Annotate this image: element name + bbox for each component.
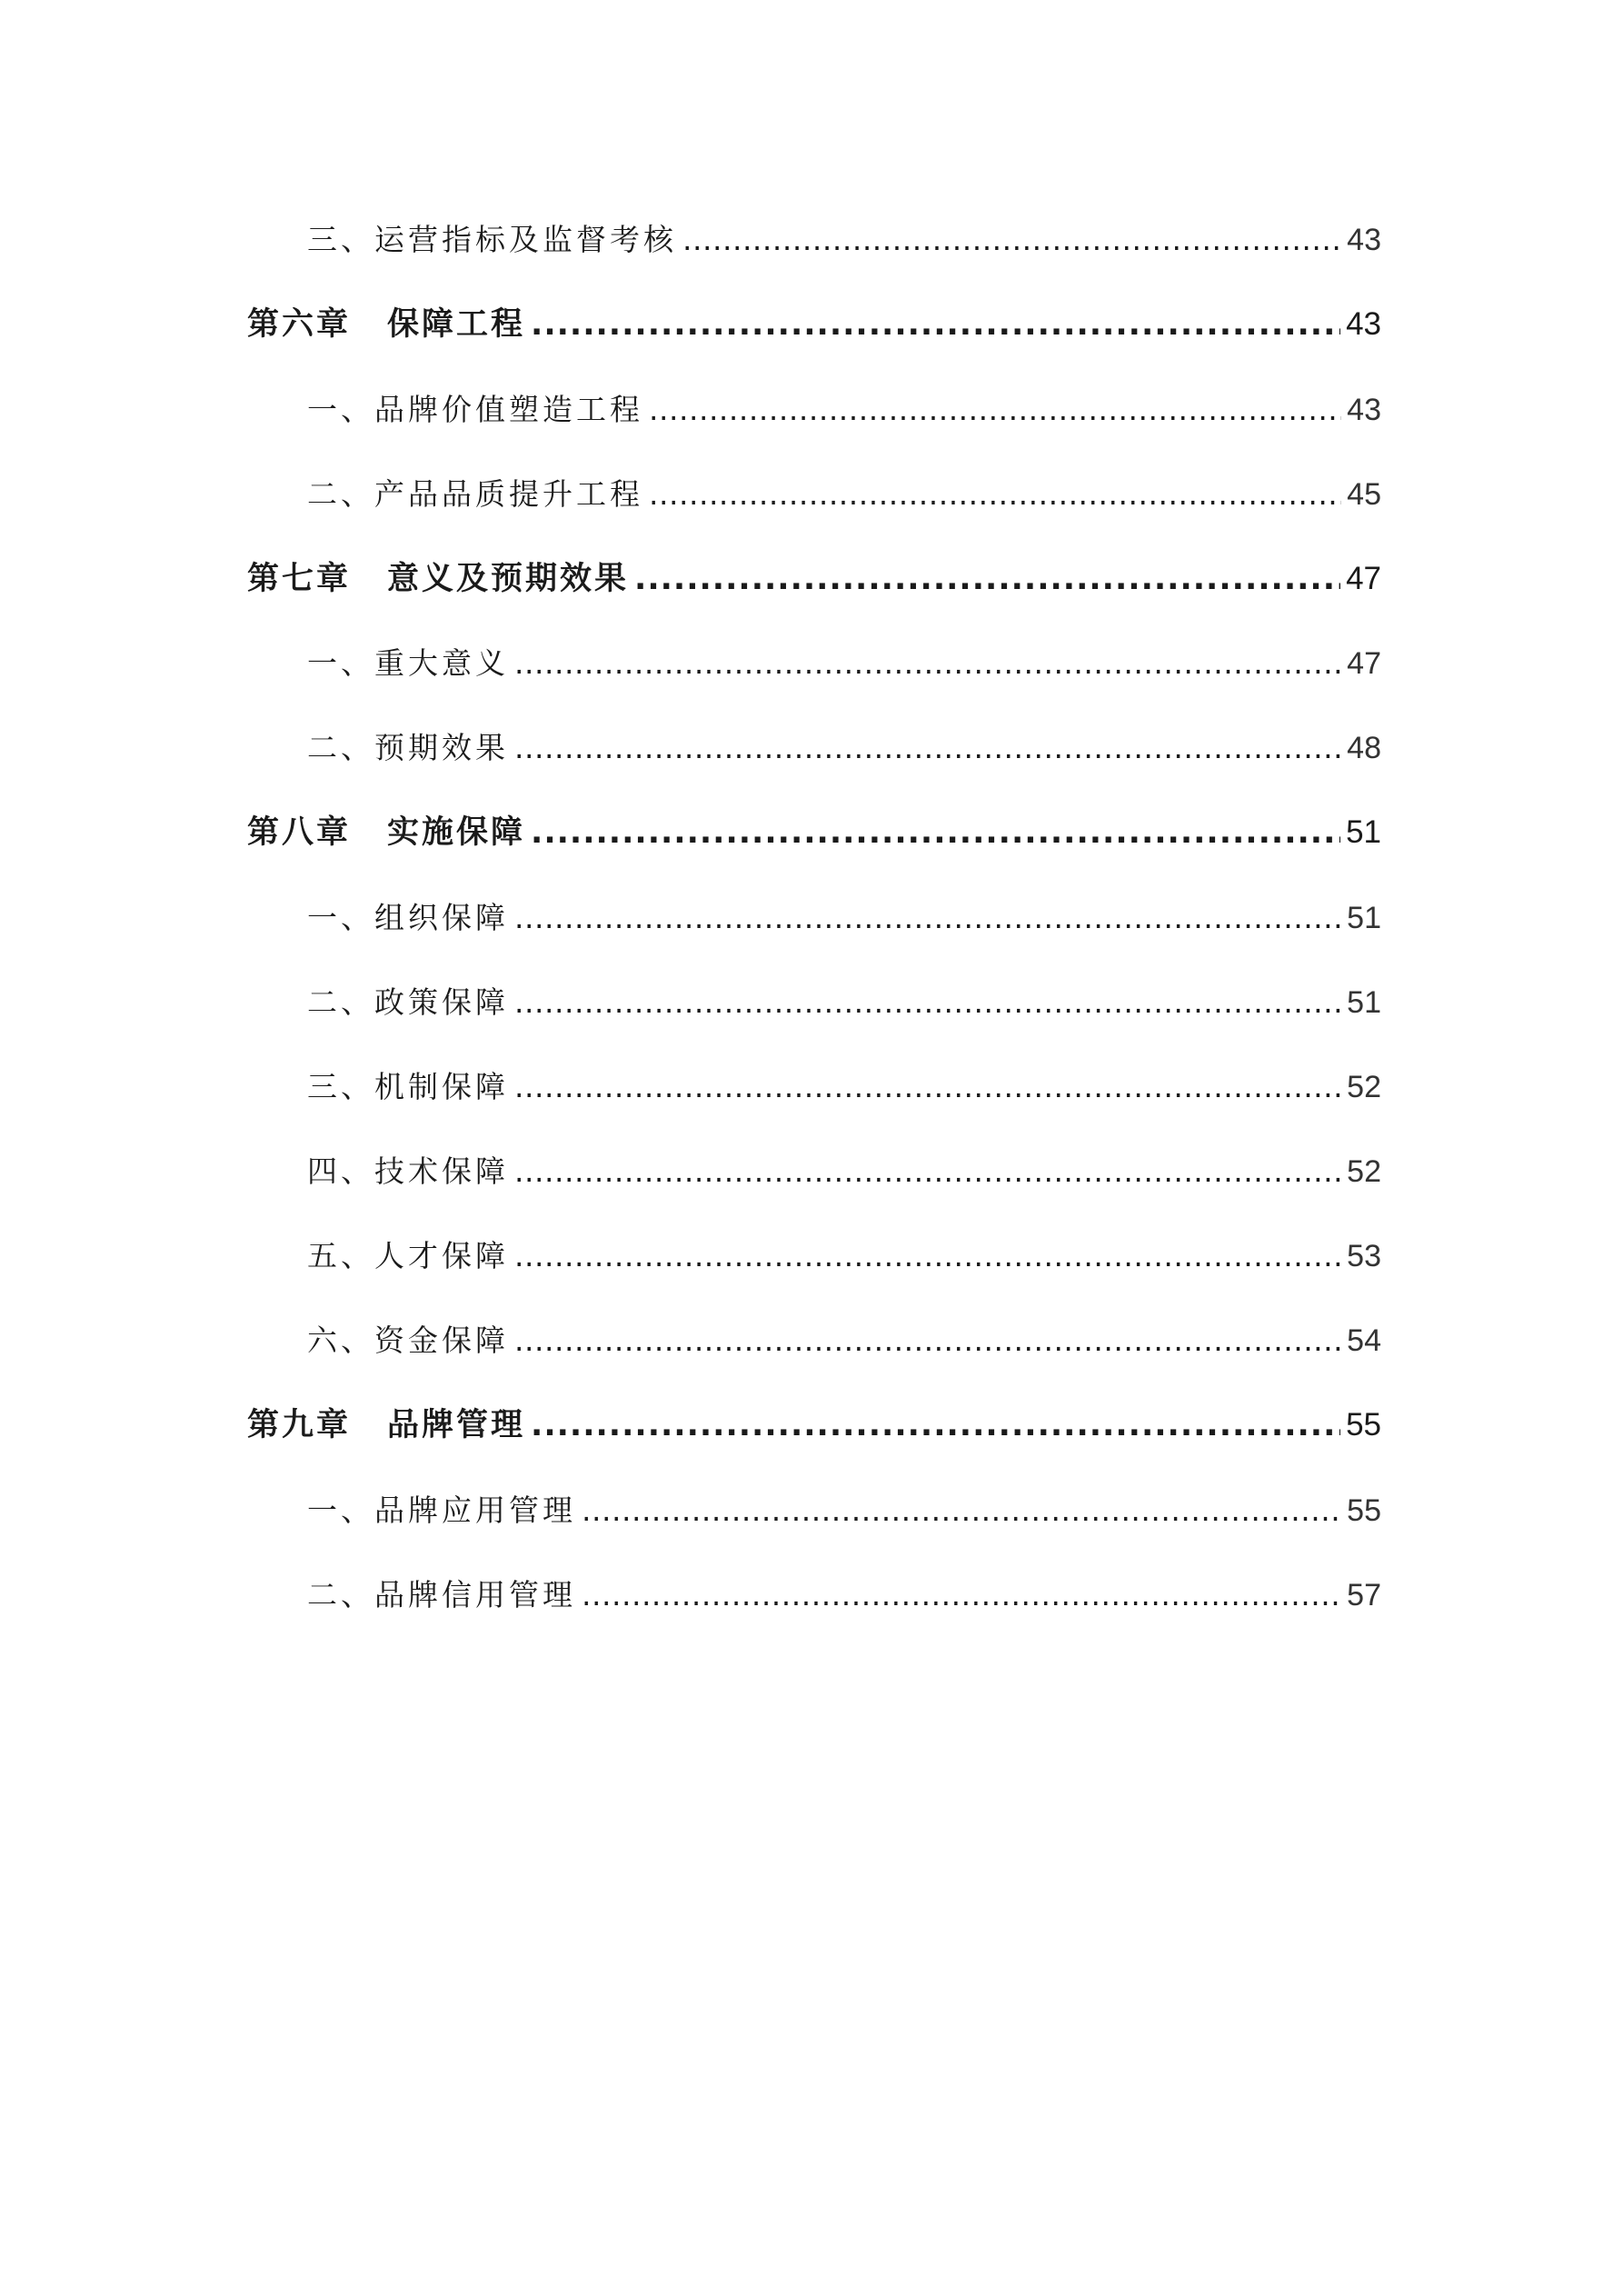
toc-page-number: 52 bbox=[1347, 1154, 1381, 1189]
toc-chapter-8[interactable] bbox=[247, 805, 1381, 860]
toc-entry-policy[interactable] bbox=[307, 975, 1381, 1030]
toc-entry-significance[interactable] bbox=[307, 636, 1381, 691]
toc-page-number: 48 bbox=[1347, 731, 1381, 765]
toc-page-number: 57 bbox=[1347, 1578, 1381, 1612]
toc-leader-dots bbox=[514, 891, 1341, 945]
toc-chapter-heading bbox=[247, 805, 525, 860]
toc-entry-talent[interactable] bbox=[307, 1229, 1381, 1283]
toc-entry-label: 三、运营指标及监督考核 bbox=[307, 222, 677, 257]
toc-chapter-heading bbox=[247, 552, 629, 606]
toc-entry-label: 二、政策保障 bbox=[307, 984, 509, 1020]
toc-entry-mechanism[interactable] bbox=[307, 1060, 1381, 1114]
toc-chapter-heading bbox=[247, 297, 525, 352]
toc-page-number: 51 bbox=[1347, 901, 1381, 935]
toc-chapter-number: 第六章 bbox=[247, 305, 352, 343]
toc-chapter-9[interactable] bbox=[247, 1398, 1381, 1452]
toc-chapter-title: 品牌管理 bbox=[387, 1406, 526, 1443]
toc-entry-label: 三、机制保障 bbox=[307, 1069, 509, 1104]
toc-entry-expected-effects[interactable] bbox=[307, 721, 1381, 775]
toc-entry-label: 一、重大意义 bbox=[307, 645, 509, 681]
toc-leader-dots bbox=[514, 1229, 1341, 1283]
toc-page-number: 47 bbox=[1346, 561, 1381, 596]
toc-leader-dots bbox=[514, 1060, 1341, 1114]
toc-chapter-number: 第九章 bbox=[247, 1406, 352, 1443]
toc-leader-dots bbox=[582, 1483, 1341, 1538]
toc-leader-dots bbox=[514, 636, 1341, 691]
toc-leader-dots bbox=[649, 467, 1341, 522]
toc-page-number: 47 bbox=[1347, 646, 1381, 681]
toc-entry-brand-credit[interactable] bbox=[307, 1568, 1381, 1622]
toc-entry-operation-indicators[interactable] bbox=[307, 213, 1381, 267]
toc-page-number: 55 bbox=[1347, 1493, 1381, 1528]
toc-page-number: 43 bbox=[1347, 393, 1381, 427]
toc-chapter-number: 第七章 bbox=[247, 560, 352, 597]
toc-entry-label: 二、预期效果 bbox=[307, 730, 509, 765]
toc-page-number: 43 bbox=[1346, 306, 1381, 342]
toc-leader-dots bbox=[582, 1568, 1341, 1622]
toc-leader-dots bbox=[531, 805, 1340, 860]
toc-leader-dots bbox=[514, 1144, 1341, 1199]
toc-page-number: 52 bbox=[1347, 1070, 1381, 1104]
toc-page-number: 45 bbox=[1347, 477, 1381, 512]
toc-entry-product-quality[interactable] bbox=[307, 467, 1381, 522]
toc-chapter-title: 实施保障 bbox=[387, 814, 526, 851]
toc-page-number: 51 bbox=[1346, 814, 1381, 850]
toc-chapter-number: 第八章 bbox=[247, 814, 352, 851]
toc-leader-dots bbox=[634, 552, 1340, 606]
toc-chapter-title: 意义及预期效果 bbox=[387, 560, 630, 597]
toc-entry-brand-application[interactable] bbox=[307, 1483, 1381, 1538]
toc-entry-label: 四、技术保障 bbox=[307, 1153, 509, 1189]
toc-leader-dots bbox=[531, 1398, 1340, 1452]
toc-entry-organization[interactable] bbox=[307, 891, 1381, 945]
toc-entry-technology[interactable] bbox=[307, 1144, 1381, 1199]
toc-page-number: 43 bbox=[1347, 223, 1381, 257]
toc-entry-label: 一、品牌应用管理 bbox=[307, 1492, 576, 1528]
toc-chapter-7[interactable] bbox=[247, 552, 1381, 606]
toc-leader-dots bbox=[514, 721, 1341, 775]
toc-leader-dots bbox=[514, 975, 1341, 1030]
toc-page-number: 51 bbox=[1347, 985, 1381, 1020]
toc-page-number: 54 bbox=[1347, 1323, 1381, 1358]
toc-entry-label: 二、产品品质提升工程 bbox=[307, 476, 643, 512]
toc-entry-funding[interactable] bbox=[307, 1313, 1381, 1368]
toc-chapter-title: 保障工程 bbox=[387, 305, 526, 343]
toc-chapter-6[interactable] bbox=[247, 297, 1381, 352]
toc-leader-dots bbox=[531, 297, 1340, 352]
toc-leader-dots bbox=[514, 1313, 1341, 1368]
toc-page-number: 55 bbox=[1346, 1407, 1381, 1442]
toc-entry-brand-value[interactable] bbox=[307, 383, 1381, 437]
toc-entry-label: 一、组织保障 bbox=[307, 900, 509, 935]
toc-entry-label: 一、品牌价值塑造工程 bbox=[307, 392, 643, 427]
toc-entry-label: 六、资金保障 bbox=[307, 1323, 509, 1358]
toc-chapter-heading bbox=[247, 1398, 525, 1452]
toc-leader-dots bbox=[649, 383, 1341, 437]
toc-entry-label: 五、人才保障 bbox=[307, 1238, 509, 1273]
toc-page-number: 53 bbox=[1347, 1239, 1381, 1273]
toc-leader-dots bbox=[682, 213, 1341, 267]
toc-entry-label: 二、品牌信用管理 bbox=[307, 1577, 576, 1612]
